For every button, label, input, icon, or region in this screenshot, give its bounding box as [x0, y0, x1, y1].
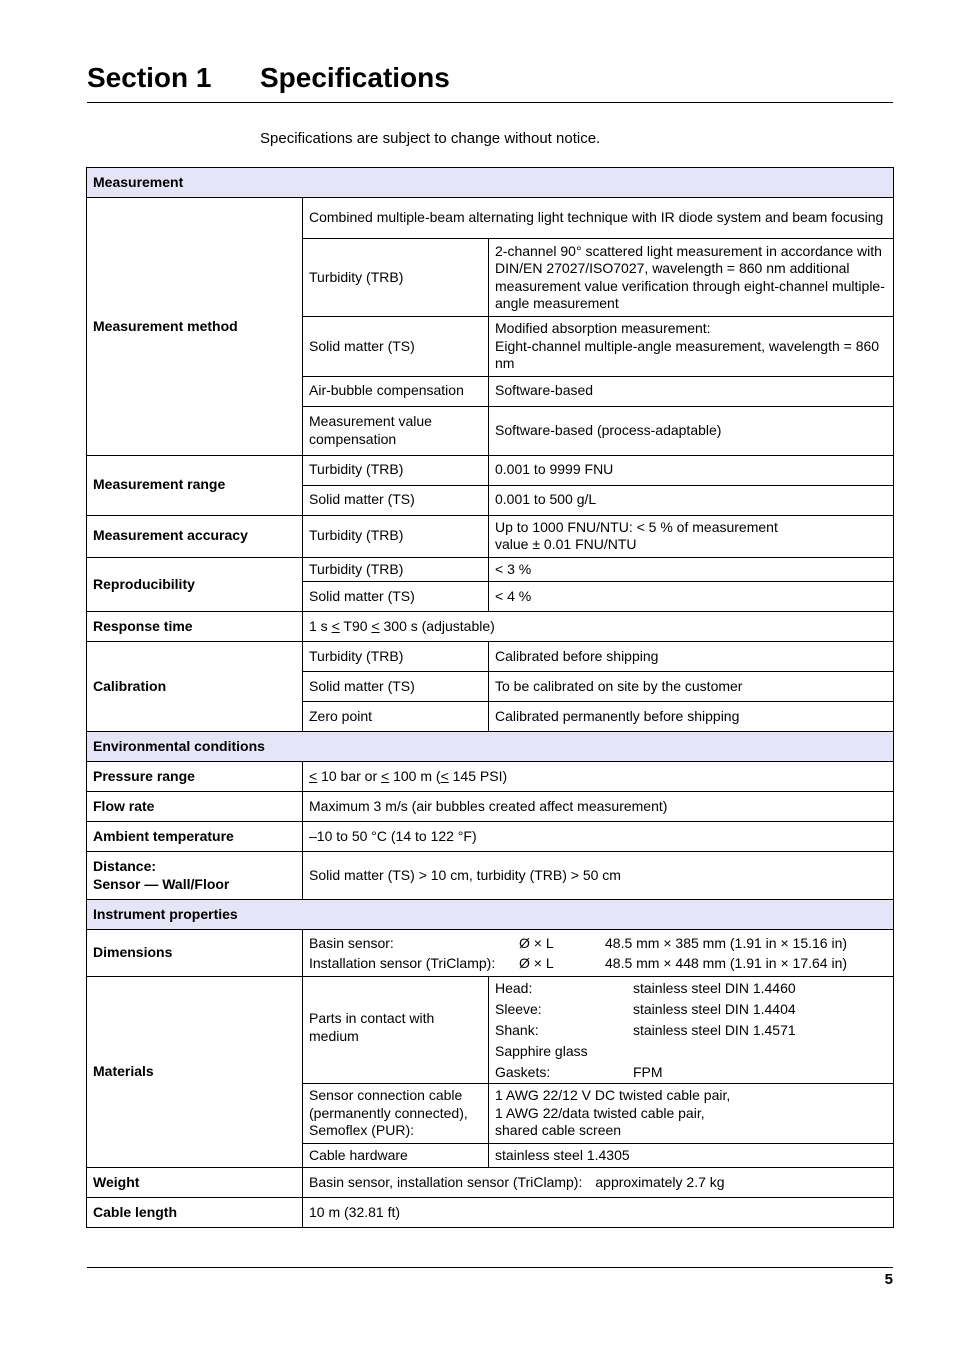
specifications-table — [86, 167, 894, 1228]
sub-value: Software-based — [489, 376, 894, 406]
row-label: Measurement accuracy — [87, 515, 303, 557]
material-value: stainless steel DIN 1.4460 — [633, 979, 796, 996]
dimension-name: Installation sensor (TriClamp): — [309, 955, 496, 971]
sub-label: Turbidity (TRB) — [303, 239, 489, 317]
sub-value — [489, 515, 894, 557]
text-part: 300 s (adjustable) — [379, 617, 495, 634]
sub-label: Sensor connection cable (permanently connected), Semoflex (PUR): — [303, 1084, 489, 1144]
table-row — [87, 612, 894, 642]
sub-value: To be calibrated on site by the customer — [489, 672, 894, 702]
dimension-name: Basin sensor: — [309, 935, 394, 951]
table-row — [87, 642, 894, 672]
dimension-symbol: Ø × L — [519, 935, 554, 951]
lte-symbol: < — [331, 617, 340, 634]
sub-value: Calibrated before shipping — [489, 642, 894, 672]
lte-symbol: < — [381, 767, 390, 784]
material-part: Sapphire glass — [495, 1042, 588, 1059]
sub-value: 0.001 to 500 g/L — [489, 485, 894, 515]
sub-value: < 3 % — [489, 557, 894, 582]
row-value — [303, 762, 894, 792]
table-row — [87, 822, 894, 852]
row-label: Cable length — [87, 1198, 303, 1228]
group-header: Measurement — [87, 168, 894, 198]
table-row — [87, 852, 894, 900]
page-footer — [87, 1267, 893, 1288]
sub-value — [489, 977, 894, 1084]
sub-value: < 4 % — [489, 582, 894, 612]
table-row — [87, 792, 894, 822]
sub-label: Cable hardware — [303, 1143, 489, 1168]
text-part: 145 PSI) — [448, 767, 508, 784]
table-row — [87, 557, 894, 582]
sub-label: Air-bubble compensation — [303, 376, 489, 406]
row-value — [303, 930, 894, 977]
table-row — [87, 455, 894, 485]
row-value: Solid matter (TS) > 10 cm, turbidity (TRB) > 50 cm — [303, 852, 894, 900]
sub-value — [489, 317, 894, 377]
row-label: Reproducibility — [87, 557, 303, 612]
material-value: stainless steel DIN 1.4404 — [633, 1000, 796, 1017]
row-value: Maximum 3 m/s (air bubbles created affect measurement) — [303, 792, 894, 822]
table-row — [87, 515, 894, 557]
page-number: 5 — [884, 1271, 893, 1288]
group-row-measurement — [87, 168, 894, 198]
table-row — [87, 977, 894, 1084]
text-part: T90 — [339, 617, 372, 634]
row-value — [303, 612, 894, 642]
sub-label: Solid matter (TS) — [303, 317, 489, 377]
material-part: Shank: — [495, 1021, 539, 1038]
label-line: Distance: — [93, 858, 157, 874]
section-header — [87, 60, 893, 103]
material-value: FPM — [633, 1063, 663, 1080]
sub-label: Turbidity (TRB) — [303, 515, 489, 557]
value-line: Eight-channel multiple-angle measurement, wavelength = 860 nm — [495, 337, 880, 371]
material-value: stainless steel DIN 1.4571 — [633, 1021, 796, 1038]
table-row — [87, 198, 894, 239]
sub-value: 2-channel 90° scattered light measurement in accordance with DIN/EN 27027/ISO7027, wavelength = 860 nm additional measurement value verification through eight-channel multiple-angle measurement — [489, 239, 894, 317]
table-row — [87, 762, 894, 792]
sub-label: Turbidity (TRB) — [303, 642, 489, 672]
material-part: Head: — [495, 979, 533, 996]
value-line: 1 AWG 22/data twisted cable pair, — [495, 1104, 705, 1121]
row-value — [303, 1168, 894, 1198]
group-header: Instrument properties — [87, 900, 894, 930]
value-line: 1 AWG 22/12 V DC twisted cable pair, — [495, 1087, 731, 1103]
section-title: Specifications — [260, 62, 450, 93]
dimension-symbol: Ø × L — [519, 955, 554, 971]
sub-label: Measurement value compensation — [303, 406, 489, 455]
sub-label: Zero point — [303, 702, 489, 732]
material-line — [495, 1062, 887, 1083]
group-row-instrument — [87, 900, 894, 930]
row-label: Measurement method — [87, 198, 303, 456]
material-part: Gaskets: — [495, 1063, 551, 1080]
weight-value: approximately 2.7 kg — [595, 1173, 725, 1190]
lte-symbol: < — [309, 767, 318, 784]
sub-label: Solid matter (TS) — [303, 672, 489, 702]
sub-label: Parts in contact with medium — [303, 977, 489, 1084]
sub-value: 0.001 to 9999 FNU — [489, 455, 894, 485]
row-label: Calibration — [87, 642, 303, 732]
row-label: Measurement range — [87, 455, 303, 515]
sub-value — [489, 1084, 894, 1144]
text-part: 10 bar or — [317, 767, 382, 784]
sub-label: Solid matter (TS) — [303, 485, 489, 515]
text-part: 1 s — [309, 617, 332, 634]
row-value: 10 m (32.81 ft) — [303, 1198, 894, 1228]
section-number: Section 1 — [87, 62, 212, 93]
material-line — [495, 999, 887, 1020]
row-label: Ambient temperature — [87, 822, 303, 852]
text-part: 100 m ( — [389, 767, 441, 784]
row-label: Materials — [87, 977, 303, 1168]
row-value: Combined multiple-beam alternating light technique with IR diode system and beam focusing — [303, 198, 894, 239]
row-label: Weight — [87, 1168, 303, 1198]
group-header: Environmental conditions — [87, 732, 894, 762]
material-line — [495, 1020, 887, 1041]
sub-value: stainless steel 1.4305 — [489, 1143, 894, 1168]
lte-symbol: < — [440, 767, 449, 784]
dimension-line — [309, 953, 887, 973]
intro-text: Specifications are subject to change without notice. — [260, 130, 601, 147]
material-part: Sleeve: — [495, 1000, 542, 1017]
table-row — [87, 1168, 894, 1198]
table-row — [87, 930, 894, 977]
material-line — [495, 1041, 887, 1062]
label-line: Sensor — Wall/Floor — [93, 875, 230, 892]
row-label: Dimensions — [87, 930, 303, 977]
dimension-value: 48.5 mm × 448 mm (1.91 in × 17.64 in) — [605, 955, 848, 971]
row-value: –10 to 50 °C (14 to 122 °F) — [303, 822, 894, 852]
sub-label: Turbidity (TRB) — [303, 455, 489, 485]
dimension-line — [309, 933, 887, 953]
weight-name: Basin sensor, installation sensor (TriClamp): — [309, 1173, 583, 1190]
sub-label: Solid matter (TS) — [303, 582, 489, 612]
value-line: value ± 0.01 FNU/NTU — [495, 536, 637, 552]
value-line: Modified absorption measurement: — [495, 320, 711, 336]
row-label: Pressure range — [87, 762, 303, 792]
sub-value: Calibrated permanently before shipping — [489, 702, 894, 732]
dimension-value: 48.5 mm × 385 mm (1.91 in × 15.16 in) — [605, 935, 848, 951]
sub-value: Software-based (process-adaptable) — [489, 406, 894, 455]
material-line — [495, 978, 887, 999]
value-line: shared cable screen — [495, 1122, 622, 1138]
lte-symbol: < — [371, 617, 380, 634]
row-label: Response time — [87, 612, 303, 642]
row-label — [87, 852, 303, 900]
row-label: Flow rate — [87, 792, 303, 822]
value-line: Up to 1000 FNU/NTU: < 5 % of measurement — [495, 518, 778, 535]
table-row — [87, 1198, 894, 1228]
sub-label: Turbidity (TRB) — [303, 557, 489, 582]
group-row-environmental — [87, 732, 894, 762]
